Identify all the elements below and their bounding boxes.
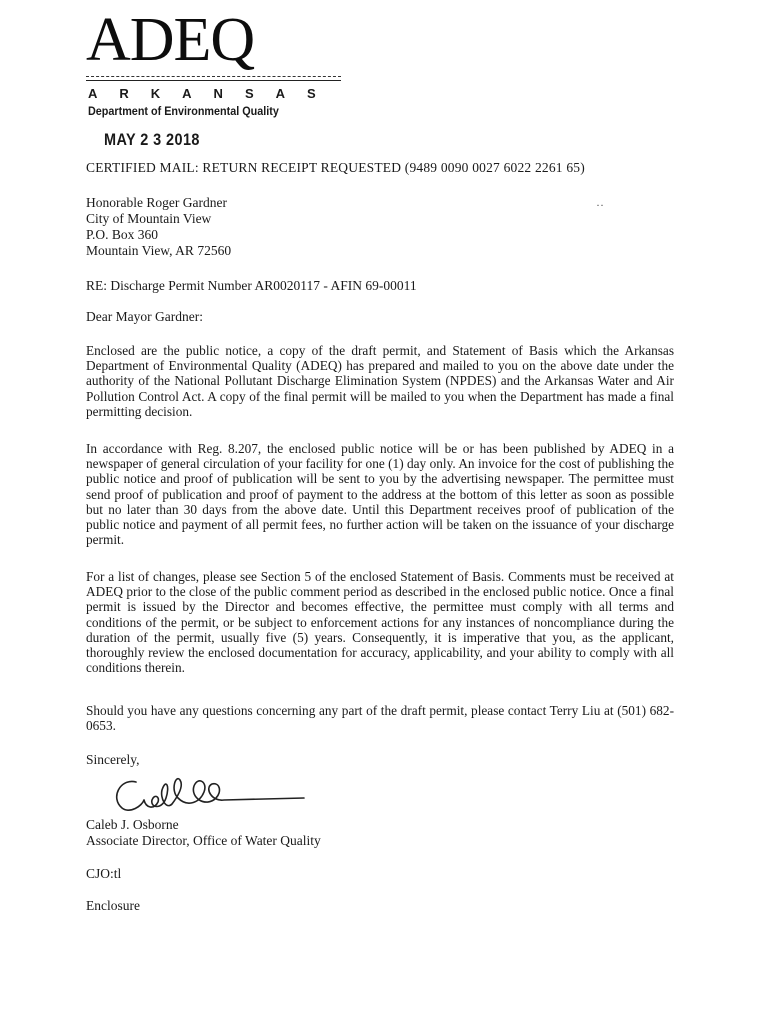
signer-title: Associate Director, Office of Water Quality (86, 832, 321, 848)
handwritten-signature (108, 768, 308, 820)
reference-initials: CJO:tl (86, 866, 122, 881)
recipient-city-state-zip: Mountain View, AR 72560 (86, 243, 232, 258)
recipient-po-box: P.O. Box 360 (86, 227, 159, 242)
adeq-logo (84, 6, 344, 118)
body-paragraph-3: For a list of changes, please see Section 5 of the enclosed Statement of Basis. Comments must be received at ADEQ prior to the close of the public comment period as described in the enclosed public notice. Once a final permit is issued by the Director and becomes effective, the permittee must comply with all terms and conditions of the permit, or be subject to enforcement actions for any instances of noncompliance during the duration of the permit, usually five (5) years. Consequently, it is imperative that you, as the applicant, thoroughly review the enclosed documentation for accuracy, applicability, and your ability to comply with all conditions therein. (86, 569, 674, 676)
body-paragraph-4: Should you have any questions concerning any part of the draft permit, please contact Terry Liu at (501) 682-0653. (86, 703, 674, 734)
certified-mail-line: CERTIFIED MAIL: RETURN RECEIPT REQUESTED (9489 0090 0027 6022 2261 65) (86, 160, 585, 175)
re-line: RE: Discharge Permit Number AR0020117 - AFIN 69-00011 (86, 278, 417, 293)
logo-department: Department of Environmental Quality (88, 104, 279, 118)
recipient-organization: City of Mountain View (86, 211, 212, 226)
body-paragraph-2: In accordance with Reg. 8.207, the enclosed public notice will be or has been published by ADEQ in a newspaper of general circulation of your facility for one (1) day only. An invoice for the cost of publishing the public notice and proof of publication will be sent to you by the advertising newspaper. The permittee must send proof of publication and proof of payment to the address at the bottom of this letter as soon as possible but no later than 30 days from the above date. Until this Department receives proof of publication of the public notice and payment of all permit fees, no further action will be taken on the issuance of your discharge permit. (86, 441, 674, 548)
signer-name: Caleb J. Osborne (86, 817, 179, 832)
logo-rule (86, 76, 341, 81)
recipient-address (86, 195, 231, 259)
signer-block (86, 817, 321, 848)
stray-mark: ·· (596, 198, 604, 212)
recipient-name: Honorable Roger Gardner (86, 195, 227, 210)
closing: Sincerely, (86, 752, 140, 767)
logo-wordmark: ADEQ (86, 6, 255, 74)
enclosure-note: Enclosure (86, 898, 140, 913)
salutation: Dear Mayor Gardner: (86, 309, 203, 324)
body-paragraph-1: Enclosed are the public notice, a copy of the draft permit, and Statement of Basis which the Arkansas Department of Environmental Quality (ADEQ) has prepared and mailed to you on the above date under the authority of the National Pollutant Discharge Elimination System (NPDES) and the Arkansas Water and Air Pollution Control Act. A copy of the final permit will be mailed to you when the Department has made a final permitting decision. (86, 343, 674, 419)
logo-state: ARKANSAS (88, 86, 338, 101)
date-stamp: MAY 2 3 2018 (104, 130, 200, 149)
